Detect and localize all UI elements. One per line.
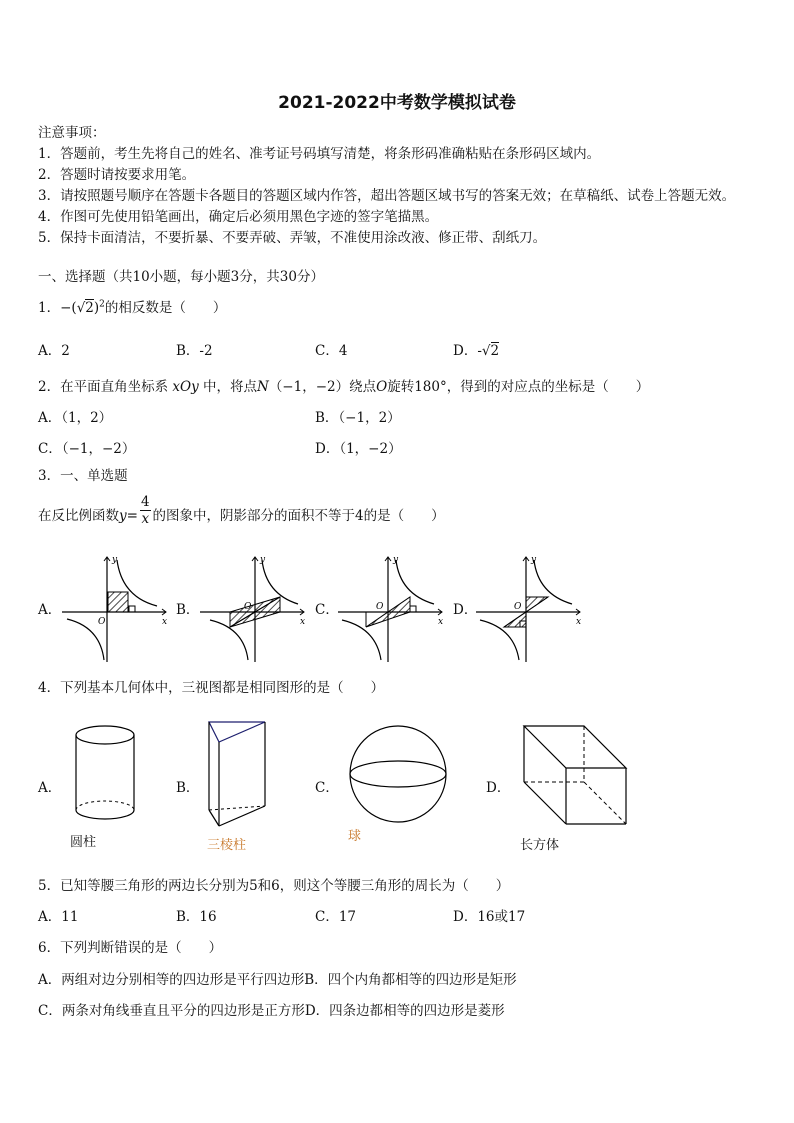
option-c[interactable]: C．	[315, 602, 339, 618]
question-stem-part: 2．在平面直角坐标系	[38, 379, 169, 395]
option-c[interactable]: C．（−1，−2）	[38, 441, 136, 457]
exponent: 2	[99, 299, 105, 310]
sphere-figure	[346, 722, 450, 826]
option-c[interactable]: C．4	[315, 343, 348, 359]
option-d[interactable]: D．16或17	[453, 909, 526, 925]
question-stem: 的相反数是（ ）	[104, 300, 227, 316]
axis-y-label: y	[531, 555, 537, 565]
question-3-header: 3．一、单选题	[38, 468, 128, 484]
option-d[interactable]: D．	[486, 780, 511, 796]
notice-heading: 注意事项：	[38, 125, 106, 141]
option-d[interactable]: D．（1，−2）	[315, 441, 402, 457]
notice-item: 5．保持卡面清洁，不要折暴、不要弄破、弄皱，不准使用涂改液、修正带、刮纸刀。	[38, 230, 547, 246]
question-4: 4．下列基本几何体中，三视图都是相同图形的是（ ）	[38, 680, 385, 696]
caption-cuboid: 长方体	[520, 838, 560, 853]
variable-xoy: xOy	[172, 379, 199, 395]
question-number: 1．	[38, 300, 61, 316]
axis-x-label: x	[576, 617, 582, 627]
fraction-denominator: x	[141, 511, 150, 527]
question-stem-part: 在反比例函数	[38, 508, 119, 524]
question-2	[38, 375, 649, 395]
origin-label: O	[514, 602, 522, 612]
origin-label: O	[244, 602, 252, 612]
expression-suffix: )	[93, 300, 100, 316]
option-b[interactable]: B．	[176, 602, 200, 618]
section-heading: 一、选择题（共10小题，每小题3分，共30分）	[38, 269, 324, 285]
axis-y-label: y	[112, 555, 118, 565]
cuboid-figure	[520, 722, 630, 826]
origin-label: O	[98, 617, 106, 627]
notice-item: 4．作图可先使用铅笔画出，确定后必须用黑色字迹的签字笔描黑。	[38, 209, 439, 225]
fraction-numerator: 4	[140, 494, 150, 510]
options-line-1[interactable]: A．两组对边分别相等的四边形是平行四边形B．四个内角都相等的四边形是矩形	[38, 972, 517, 988]
graph-b	[200, 552, 310, 662]
option-a[interactable]: A．	[38, 780, 62, 796]
axis-x-label: x	[162, 617, 168, 627]
question-stem-part: 的图象中，阴影部分的面积不等于4的是（ ）	[152, 508, 445, 524]
sqrt-symbol: √	[481, 343, 491, 359]
notice-item: 3．请按照题号顺序在答题卡各题目的答题区域内作答，超出答题区域书写的答案无效；在草稿纸、试卷上答题无效。	[38, 188, 736, 204]
question-1	[38, 296, 226, 316]
variable-o: O	[376, 379, 388, 395]
question-stem-part: （−1，−2）绕点	[268, 379, 377, 395]
notice-item: 1．答题前，考生先将自己的姓名、准考证号码填写清楚，将条形码准确粘贴在条形码区域内。	[38, 146, 601, 162]
caption-prism: 三棱柱	[207, 838, 247, 853]
options-line-2[interactable]: C．两条对角线垂直且平分的四边形是正方形D．四条边都相等的四边形是菱形	[38, 1003, 505, 1019]
option-c[interactable]: C．17	[315, 909, 357, 925]
graph-c	[338, 552, 448, 662]
option-c[interactable]: C．	[315, 780, 339, 796]
axis-y-label: y	[393, 555, 399, 565]
cylinder-figure	[70, 722, 140, 822]
question-5: 5．已知等腰三角形的两边长分别为5和6，则这个等腰三角形的周长为（ ）	[38, 878, 510, 894]
variable-y: y	[119, 508, 127, 524]
notice-item: 2．答题时请按要求用笔。	[38, 167, 196, 183]
option-b[interactable]: B．-2	[176, 343, 213, 359]
sqrt-argument: 2	[85, 300, 94, 316]
caption-cylinder: 圆柱	[70, 835, 97, 850]
axis-x-label: x	[438, 617, 444, 627]
variable-n: N	[257, 379, 269, 395]
option-a[interactable]: A．11	[38, 909, 79, 925]
question-stem-part: 旋转180°，得到的对应点的坐标是（ ）	[387, 379, 650, 395]
origin-label: O	[376, 602, 384, 612]
option-d-label: D．-	[453, 343, 482, 359]
option-a[interactable]: A．2	[38, 343, 70, 359]
option-b[interactable]: B．	[176, 780, 200, 796]
question-6: 6．下列判断错误的是（ ）	[38, 940, 223, 956]
triangular-prism-figure	[205, 718, 270, 833]
graph-d	[476, 552, 586, 662]
caption-sphere: 球	[348, 829, 362, 844]
option-d[interactable]: D．	[453, 602, 478, 618]
page-title: 2021-2022中考数学模拟试卷	[278, 93, 516, 113]
option-b[interactable]: B．16	[176, 909, 217, 925]
question-3	[38, 494, 445, 530]
axis-x-label: x	[300, 617, 306, 627]
sqrt-symbol: √	[76, 300, 86, 316]
expression-prefix: −(	[60, 300, 77, 316]
option-a[interactable]: A．（1，2）	[38, 410, 113, 426]
question-stem-part: 中，将点	[203, 379, 257, 395]
fraction	[140, 494, 151, 527]
option-d[interactable]	[453, 339, 499, 359]
option-a[interactable]: A．	[38, 602, 62, 618]
option-b[interactable]: B．（−1，2）	[315, 410, 401, 426]
equals-sign: =	[126, 508, 138, 524]
graph-a	[62, 552, 172, 662]
axis-y-label: y	[260, 555, 266, 565]
sqrt-argument: 2	[490, 343, 500, 359]
